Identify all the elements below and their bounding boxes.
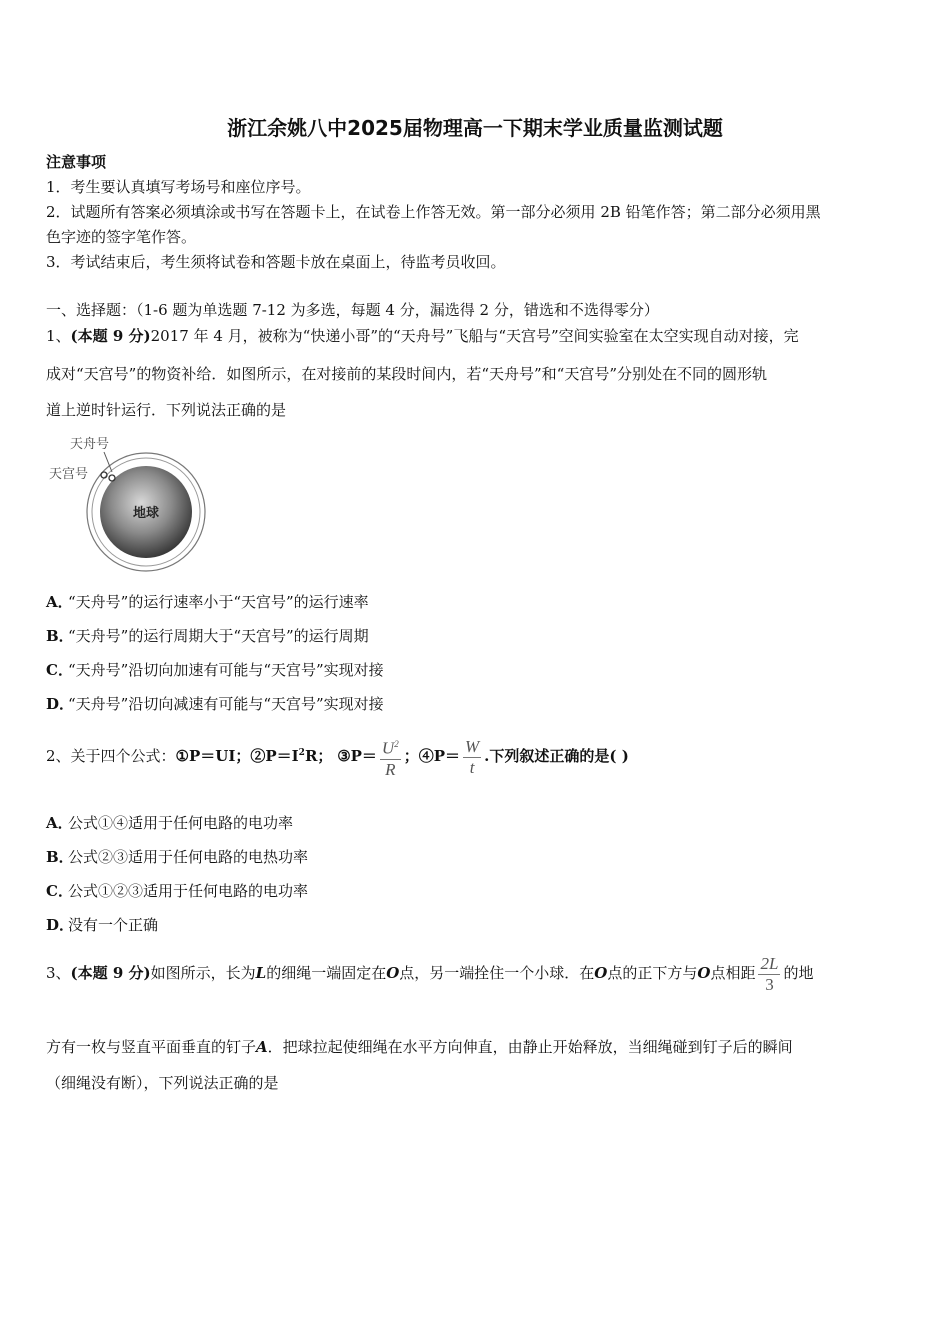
q2-option-d: D．没有一个正确	[46, 916, 159, 934]
tianzhou-dot	[109, 475, 115, 481]
formula-w-over-t: $\frac{W}{t}$	[465, 736, 480, 777]
notice-item: 3．考试结束后，考生须将试卷和答题卡放在桌面上，待监考员收回。	[46, 253, 506, 271]
q1-text: 2017 年 4 月，被称为“快递小哥”的“天舟号”飞船与“天宫号”空间实验室在太空实现自动对接，完	[150, 327, 799, 345]
q2-stem: 2、关于四个公式：①P＝UI；$②P=I^2R$； ③P＝ $\frac{U^2}{R}$ ；④P＝ $\frac{W}{t}$ .下列叙述正确的是( )	[46, 730, 906, 780]
q1-number: 1、	[46, 327, 71, 345]
q3-line-3: （细绳没有断），下列说法正确的是	[46, 1074, 279, 1092]
notice-heading: 注意事项	[46, 153, 107, 171]
tiangong-label: 天宫号	[49, 467, 89, 482]
q1-line-2: 成对“天宫号”的物资补给．如图所示，在对接前的某段时间内，若“天舟号”和“天宫号”分别处在不同的圆形轨	[46, 365, 768, 383]
q1-line-3: 道上逆时针运行．下列说法正确的是	[46, 401, 287, 419]
formula-2l-over-3: $\frac{2L}{3}$	[760, 953, 779, 994]
q3-line-2: 方有一枚与竖直平面垂直的钉子A．把球拉起使细绳在水平方向伸直，由静止开始释放，当细绳碰到钉子后的瞬间	[46, 1038, 793, 1056]
q1-tag: (本题 9 分)	[70, 327, 151, 345]
q1-option-a: A．“天舟号”的运行速率小于“天宫号”的运行速率	[46, 593, 369, 611]
page-title: 浙江余姚八中2025届物理高一下期末学业质量监测试题	[227, 116, 723, 140]
tianzhou-label: 天舟号	[70, 437, 110, 452]
q2-option-a: A．公式①④适用于任何电路的电功率	[46, 814, 294, 832]
q3-line-1: 3、(本题 9 分)如图所示，长为L的细绳一端固定在O点，另一端拴住一个小球．在O点的正下方与O点相距 $\frac{2L}{3}$ 的地	[46, 953, 814, 994]
notice-item: 2．试题所有答案必须填涂或书写在答题卡上，在试卷上作答无效。第一部分必须用 2B 铅笔作答；第二部分必须用黑	[46, 203, 821, 221]
notice-item: 1．考生要认真填写考场号和座位序号。	[46, 178, 311, 196]
q1-option-b: B．“天舟号”的运行周期大于“天宫号”的运行周期	[46, 627, 369, 645]
section-heading: 一、选择题：（1-6 题为单选题 7-12 为多选，每题 4 分，漏选得 2 分，错选和不选得零分）	[46, 301, 659, 319]
orbit-figure	[46, 432, 216, 574]
notice-item: 色字迹的签字笔作答。	[46, 228, 197, 246]
formula-u2-over-r: $\frac{U^2}{R}$	[381, 738, 399, 779]
earth-label: 地球	[132, 506, 160, 521]
q1-option-d: D．“天舟号”沿切向减速有可能与“天宫号”实现对接	[46, 695, 384, 713]
q2-option-b: B．公式②③适用于任何电路的电热功率	[46, 848, 309, 866]
q1-option-c: C．“天舟号”沿切向加速有可能与“天宫号”实现对接	[46, 661, 384, 679]
q1-line-1	[46, 324, 906, 348]
q2-option-c: C．公式①②③适用于任何电路的电功率	[46, 882, 309, 900]
